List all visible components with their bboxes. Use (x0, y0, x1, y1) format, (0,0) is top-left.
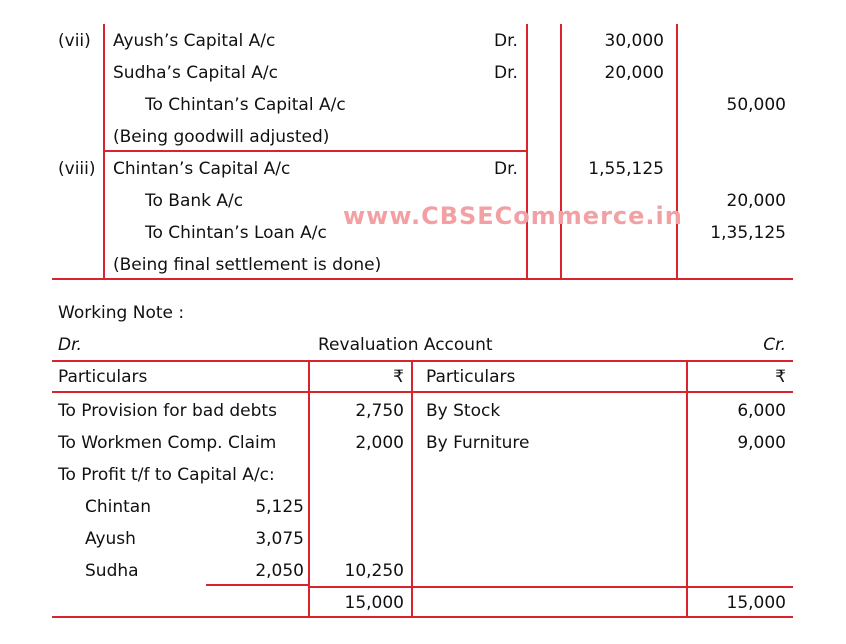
journal-account: Ayush’s Capital A/c (113, 31, 276, 51)
journal-account: To Bank A/c (145, 191, 244, 211)
debit-amount: 20,000 (604, 63, 664, 83)
cr-label: Cr. (763, 335, 786, 355)
ledger-col-divider (686, 360, 688, 618)
partner-name: Ayush (85, 529, 136, 549)
partner-share: 2,050 (255, 561, 304, 581)
debit-total: 15,000 (344, 593, 404, 613)
journal-account: To Chintan’s Loan A/c (145, 223, 327, 243)
narration: (Being final settlement is done) (113, 255, 382, 275)
journal-account: Sudha’s Capital A/c (113, 63, 278, 83)
credit-item-amount: 6,000 (737, 401, 786, 421)
col-header-amount: ₹ (775, 367, 786, 387)
debit-amount: 1,55,125 (588, 159, 664, 179)
total-bottom-rule (52, 616, 793, 618)
dr-marker: Dr. (494, 31, 518, 51)
entry-number: (viii) (58, 159, 96, 179)
ledger-top-rule (52, 360, 793, 362)
entry-number: (vii) (58, 31, 91, 51)
subtotal-rule (206, 584, 308, 586)
partner-share: 5,125 (255, 497, 304, 517)
col-header-particulars: Particulars (58, 367, 148, 387)
credit-amount: 1,35,125 (710, 223, 786, 243)
partner-name: Chintan (85, 497, 151, 517)
total-top-rule (308, 586, 793, 588)
credit-item-amount: 9,000 (737, 433, 786, 453)
debit-item: To Provision for bad debts (58, 401, 277, 421)
partner-name: Sudha (85, 561, 139, 581)
credit-item: By Stock (426, 401, 501, 421)
credit-amount: 50,000 (726, 95, 786, 115)
journal-account: Chintan’s Capital A/c (113, 159, 291, 179)
col-header-particulars: Particulars (426, 367, 516, 387)
journal-account: To Chintan’s Capital A/c (145, 95, 346, 115)
debit-item: To Profit t/f to Capital A/c: (58, 465, 275, 485)
journal-bottom-rule (52, 278, 793, 280)
debit-item-amount: 2,000 (355, 433, 404, 453)
journal-entry-divider (103, 150, 528, 152)
credit-amount: 20,000 (726, 191, 786, 211)
debit-item-amount: 2,750 (355, 401, 404, 421)
dr-marker: Dr. (494, 159, 518, 179)
profit-total: 10,250 (344, 561, 404, 581)
credit-total: 15,000 (726, 593, 786, 613)
debit-amount: 30,000 (604, 31, 664, 51)
watermark: www.CBSECommerce.in (343, 202, 683, 230)
journal-border-debit-left (560, 24, 562, 278)
journal-border-debit-right (676, 24, 678, 278)
account-title: Revaluation Account (318, 335, 493, 355)
working-note-heading: Working Note : (58, 303, 185, 323)
credit-item: By Furniture (426, 433, 530, 453)
dr-marker: Dr. (494, 63, 518, 83)
ledger-header-rule (52, 391, 793, 393)
partner-share: 3,075 (255, 529, 304, 549)
col-header-amount: ₹ (393, 367, 404, 387)
ledger-center-divider (411, 360, 413, 618)
debit-item: To Workmen Comp. Claim (58, 433, 277, 453)
narration: (Being goodwill adjusted) (113, 127, 330, 147)
ledger-col-divider (308, 360, 310, 618)
dr-label: Dr. (58, 335, 82, 355)
